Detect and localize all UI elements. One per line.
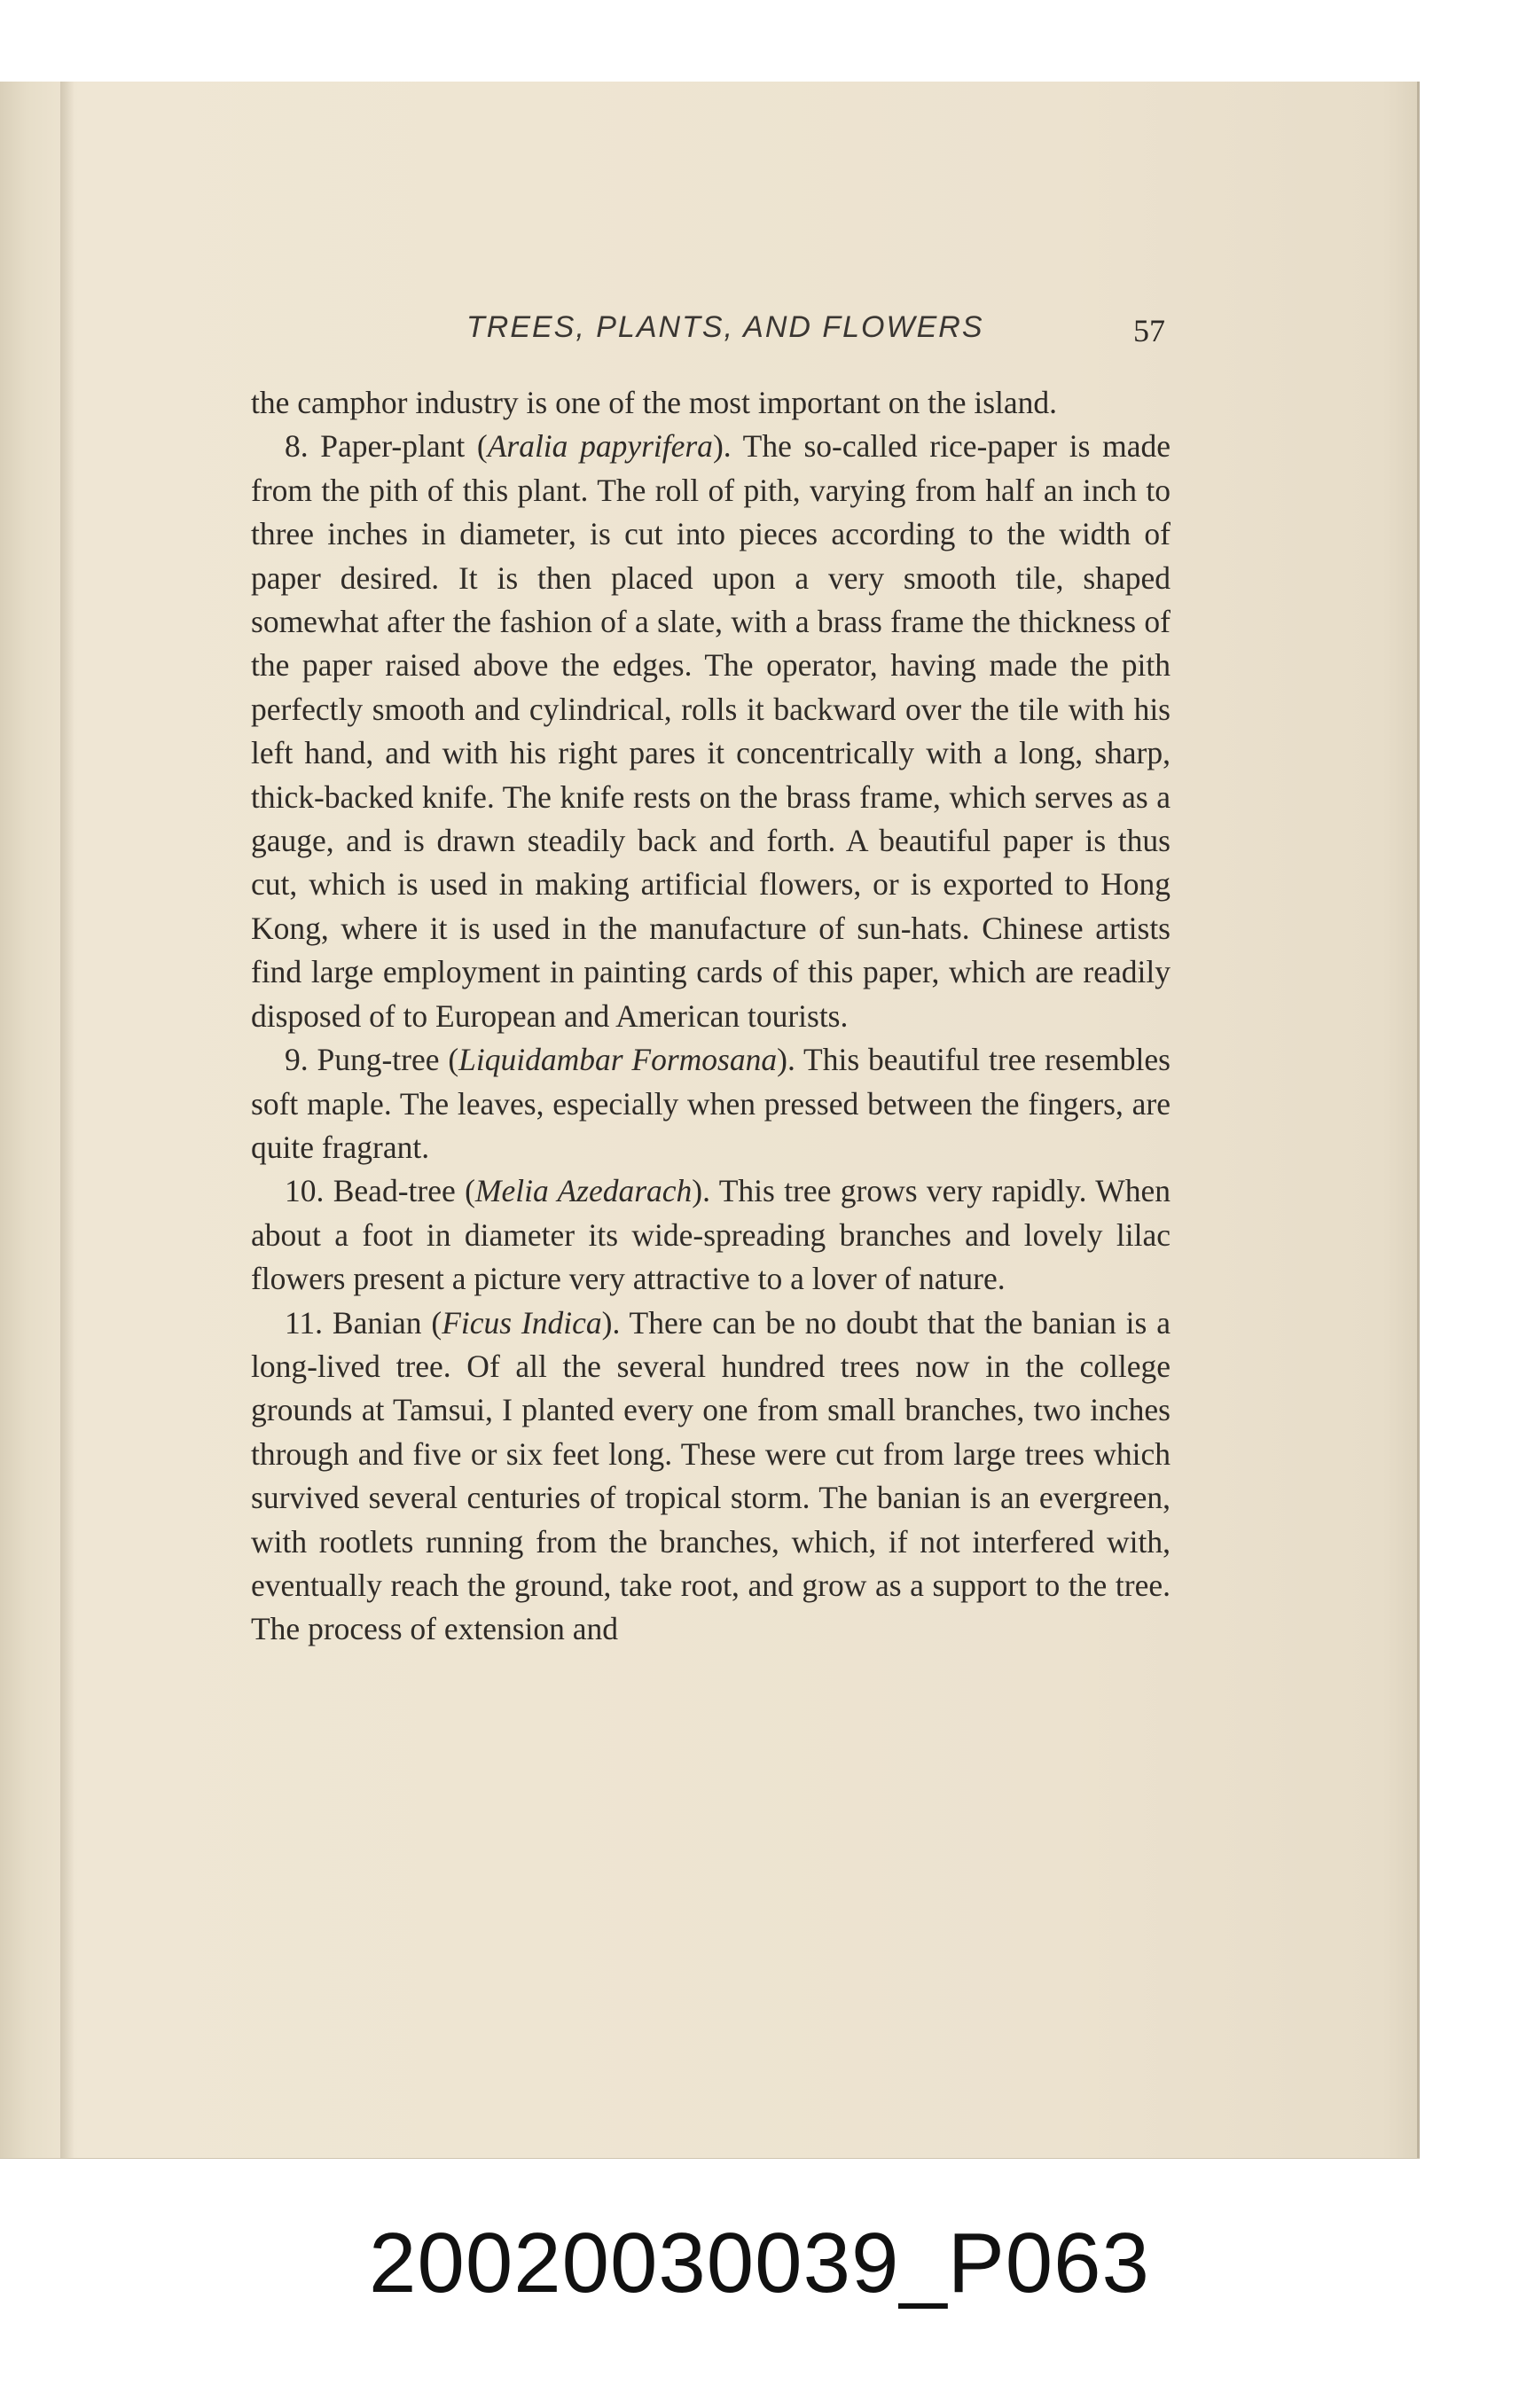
paragraph-text: ). This beautiful tree resembles soft maple. The leaves, especially when pressed between the fingers, are quite fragrant. <box>251 1042 1171 1165</box>
paragraph <box>251 381 1171 425</box>
paragraph-text: 11. Banian ( <box>285 1304 442 1341</box>
book-page <box>0 82 1420 2158</box>
running-head: TREES, PLANTS, AND FLOWERS <box>466 310 984 344</box>
botanical-name: Aralia papyrifera <box>487 428 713 465</box>
page-header <box>0 310 1417 353</box>
paragraph <box>251 1038 1171 1169</box>
paragraph-text: ). There can be no doubt that the banian is a long-lived tree. Of all the several hundred trees now in the college grounds at Tamsui, I planted every one from small branches, two inches through and five or six feet long. These were cut from large trees which survived several centuries of tropical storm. The banian is an evergreen, with rootlets running from the branches, which, if not interfered with, eventually reach the ground, take root, and grow as a support to the tree. The process of extension and <box>251 1304 1171 1647</box>
paragraph <box>251 1302 1171 1652</box>
paragraph <box>251 425 1171 1038</box>
paragraph-text: ). This tree grows very rapidly. When about a foot in diameter its wide-spreading branches and lovely lilac flowers present a picture very attractive to a lover of nature. <box>251 1173 1171 1297</box>
botanical-name: Melia Azedarach <box>474 1173 693 1209</box>
page-gutter-shadow <box>60 82 74 2158</box>
botanical-name: Ficus Indica <box>442 1304 602 1341</box>
catalog-id: 20020030039_P063 <box>369 2216 1150 2310</box>
paragraph-text: 8. Paper-plant ( <box>285 428 488 465</box>
page-number: 57 <box>1133 313 1165 348</box>
botanical-name: Liquidambar Formosana <box>458 1042 778 1078</box>
paragraph-text: 9. Pung-tree ( <box>285 1042 459 1078</box>
paragraph-text: 10. Bead-tree ( <box>285 1173 475 1209</box>
paragraph <box>251 1169 1171 1301</box>
paragraph-text: ). The so-called rice-paper is made from the pith of this plant. The roll of pith, varying from half an inch to three inches in diameter, is cut into pieces according to the width of paper desired. It is then placed upon a very smooth tile, shaped somewhat after the fashion of a slate, with a brass frame the thickness of the paper raised above the edges. The operator, having made the pith perfectly smooth and cylindrical, rolls it backward over the tile with his left hand, and with his right pares it concentrically with a long, sharp, thick-backed knife. The knife rests on the brass frame, which serves as a gauge, and is drawn steadily back and forth. A beautiful paper is thus cut, which is used in making artificial flowers, or is exported to Hong Kong, where it is used in the manufacture of sun-hats. Chinese artists find large employment in painting cards of this paper, which are readily disposed of to European and American tourists. <box>251 428 1171 1034</box>
body-text <box>251 381 1171 1652</box>
paragraph-text: the camphor industry is one of the most important on the island. <box>251 385 1058 420</box>
